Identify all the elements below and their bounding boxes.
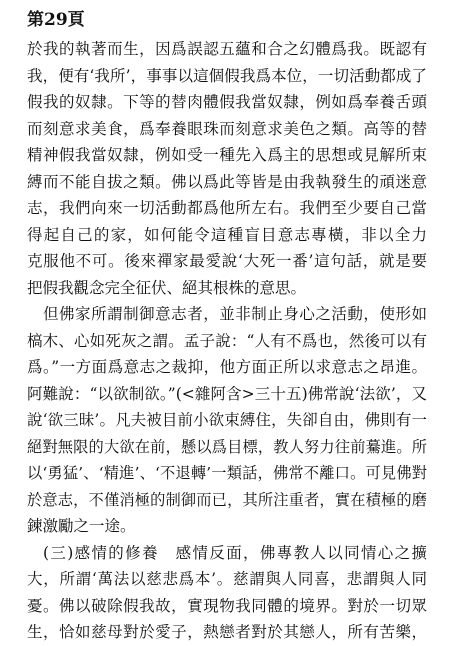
text-line: 絕對無限的大欲在前，懸以爲目標，教人努力往前驀進。所 [27,437,427,456]
text-line: 而刻意求美食，爲奉養眼珠而刻意求美色之類。高等的替 [27,119,427,138]
text-line: 我，便有‘我所’，事事以這個假我爲本位，一切活動都成了 [27,66,427,85]
text-line: 縛而不能自拔之類。佛以爲此等皆是由我執發生的頑迷意 [27,172,427,191]
text-line: 精神假我當奴隸，例如受一種先入爲主的思想或見解所束 [27,146,427,164]
text-line: 於意志，不僅消極的制御而已，其所注重者，實在積極的磨 [27,490,427,509]
text-line: 憂。佛以破除假我故，實現物我同體的境界。對於一切眾 [27,596,427,615]
text-line: 假我的奴隸。下等的替肉體假我當奴隸，例如爲奉養舌頭 [27,93,427,111]
text-line: 大，所謂‘萬法以慈悲爲本’。慈謂與人同喜，悲謂與人同 [27,570,427,588]
paragraph-start-line: 但佛家所謂制御意志者，並非制止身心之活動，使形如 [43,305,427,323]
text-line: 克服他不可。後來禪家最愛說‘大死一番’這句話，就是要 [27,252,427,270]
text-line: 爲。”一方面爲意志之裁抑，他方面正所以求意志之昂進。 [27,358,427,376]
text-line: 說‘欲三昧’。凡夫被目前小欲束縛住，失卻自由，佛則有一 [27,411,427,429]
text-line: 得起自己的家，如何能令這種盲目意志專橫，非以全力 [27,225,427,244]
paragraph-end-line: 把假我觀念完全征伏、絕其根株的意思。 [27,278,307,297]
paragraph-end-line: 鍊激勵之一途。 [27,517,136,535]
text-line: 於我的執著而生，因爲誤認五蘊和合之幻體爲我。既認有 [27,40,427,58]
text-line: 阿難說：“以欲制欲。”(<雜阿含>三十五)佛常說‘法欲’，又 [27,384,427,403]
body-text [27,36,427,646]
text-line: 志，我們向來一切活動都爲他所左右。我們至少要自己當 [27,199,427,217]
section-heading-line: (三)感情的修養 感情反面，佛專教人以同情心之擴 [43,543,427,562]
page-number: 第29頁 [27,10,85,30]
text-line: 生，恰如慈母對於愛子，熱戀者對於其戀人，所有苦樂， [27,623,427,641]
text-line: 槁木、心如死灰之謂。孟子說：“人有不爲也，然後可以有 [27,331,427,350]
text-line: 以‘勇猛’、‘精進’、‘不退轉’一類話，佛常不離口。可見佛對 [27,464,427,482]
